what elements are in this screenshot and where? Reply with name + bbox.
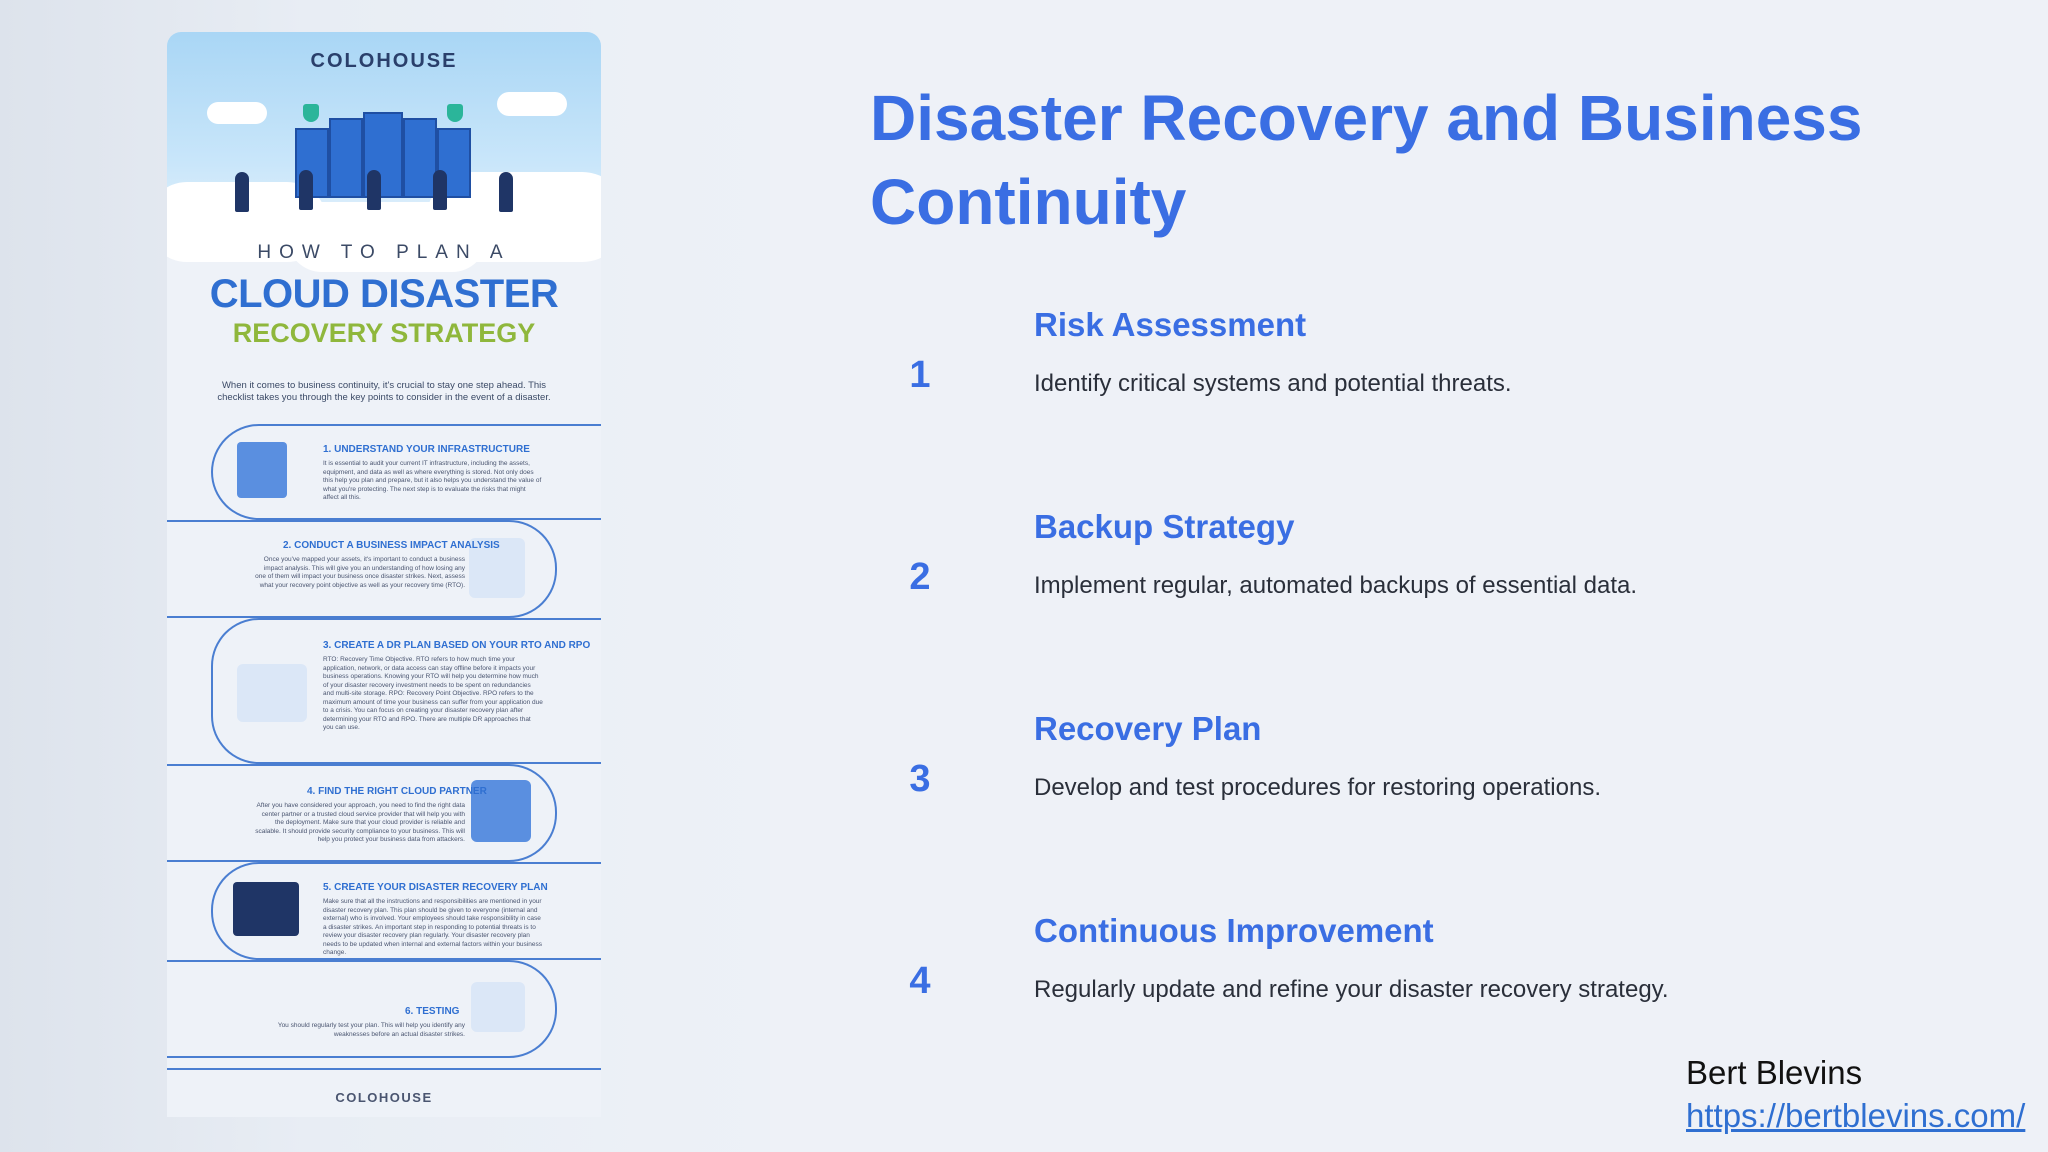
- step-number: 4: [909, 960, 931, 1002]
- infographic-step-title: 3. CREATE A DR PLAN BASED ON YOUR RTO AND RPO: [323, 640, 591, 651]
- infographic-brand-top: COLOHOUSE: [310, 50, 458, 72]
- step-description: Regularly update and refine your disaster recovery strategy.: [1034, 976, 1669, 1003]
- infographic-step-title: 2. CONDUCT A BUSINESS IMPACT ANALYSIS: [283, 540, 500, 551]
- infographic-step-text: Make sure that all the instructions and responsibilities are mentioned in your disaster recovery plan. This plan should be given to everyone (internal and external) who is involved. Your employees should take responsibility in case a disaster strikes. An important step in responding to potential threats is to review your disaster recovery plan regularly. Your disaster recovery plan needs to be updated when internal and external factors within your business change.: [323, 898, 542, 956]
- person-icon: [299, 170, 313, 210]
- step-description: Develop and test procedures for restoring operations.: [1034, 774, 1601, 801]
- author-website-link[interactable]: https://bertblevins.com/: [1686, 1097, 2026, 1134]
- infographic-step-title: 6. TESTING: [405, 1006, 460, 1017]
- server-stack-icon: [237, 442, 287, 498]
- planning-icon: [237, 664, 307, 722]
- infographic-image: [167, 32, 601, 1117]
- infographic-step-title: 5. CREATE YOUR DISASTER RECOVERY PLAN: [323, 882, 548, 893]
- cloud-icon: [207, 102, 267, 124]
- infographic-step-text: Once you've mapped your assets, it's important to conduct a business impact analysis. This will give you an understanding of how losing any one of them will impact your business once disaster strikes. Next, assess what your recovery point objective as well as your recovery time (RTO).: [255, 556, 465, 589]
- step-description: Identify critical systems and potential threats.: [1034, 370, 1512, 397]
- step-number: 1: [909, 354, 931, 396]
- infographic-brand-bottom: COLOHOUSE: [335, 1090, 433, 1105]
- step-title: Risk Assessment: [1034, 306, 1307, 343]
- cloud-icon: [497, 92, 567, 116]
- person-icon: [235, 172, 249, 212]
- infographic-intro: When it comes to business continuity, it's crucial to stay one step ahead. This checklist takes you through the key points to consider in the event of a disaster.: [217, 380, 551, 403]
- infographic-step-title: 1. UNDERSTAND YOUR INFRASTRUCTURE: [323, 444, 530, 455]
- infographic-step-text: After you have considered your approach, you need to find the right data center partner or a trusted cloud service provider that will help you with the deployment. Make sure that your cloud provider is reliable and scalable. It should provide security compliance to your business. This will help you protect your business data from attackers.: [255, 802, 465, 843]
- server-rack-icon: [403, 118, 437, 198]
- person-icon: [433, 170, 447, 210]
- infographic-step-text: It is essential to audit your current IT infrastructure, including the assets, equipment, and data as well as where everything is stored. Not only does this help you plan and prepare, but it also helps you understand the value of what you're protecting. The next step is to evaluate the risks that might affect all this.: [323, 460, 542, 501]
- server-rack-icon: [329, 118, 363, 198]
- infographic-step-title: 4. FIND THE RIGHT CLOUD PARTNER: [307, 786, 487, 797]
- infographic-subtitle: RECOVERY STRATEGY: [232, 318, 536, 348]
- author-name: Bert Blevins: [1686, 1054, 1863, 1091]
- step-title: Continuous Improvement: [1034, 912, 1434, 949]
- shield-icon: [303, 104, 319, 122]
- step-description: Implement regular, automated backups of essential data.: [1034, 572, 1638, 599]
- slide-title: Disaster Recovery and Business Continuity: [870, 82, 1863, 238]
- step-number: 3: [909, 758, 931, 800]
- step-title: Backup Strategy: [1034, 508, 1295, 545]
- person-icon: [367, 170, 381, 210]
- infographic-footer-line: [167, 1068, 601, 1070]
- testing-icon: [471, 982, 525, 1032]
- person-icon: [499, 172, 513, 212]
- infographic-how-to: HOW TO PLAN A: [257, 242, 511, 263]
- step-number: 2: [909, 556, 931, 598]
- infographic-step-text: RTO: Recovery Time Objective. RTO refers to how much time your application, network, or data access can stay offline before it impacts your business operations. Knowing your RTO will help you determine how much of your disaster recovery investment needs to be spent on redundancies and multi-site storage. RPO: Recovery Point Objective. RPO refers to the maximum amount of time your business can suffer from your application due to a crisis. You can focus on creating your disaster recovery plan after determining your RTO and RPO. There are multiple DR approaches that you can use.: [323, 656, 543, 731]
- infographic-step-text: You should regularly test your plan. This will help you identify any weaknesses before an actual disaster strikes.: [277, 1022, 465, 1038]
- recovery-plan-icon: [233, 882, 299, 936]
- infographic-title: CLOUD DISASTER: [209, 272, 559, 316]
- infographic-hero: [167, 32, 601, 250]
- step-title: Recovery Plan: [1034, 710, 1262, 747]
- shield-icon: [447, 104, 463, 122]
